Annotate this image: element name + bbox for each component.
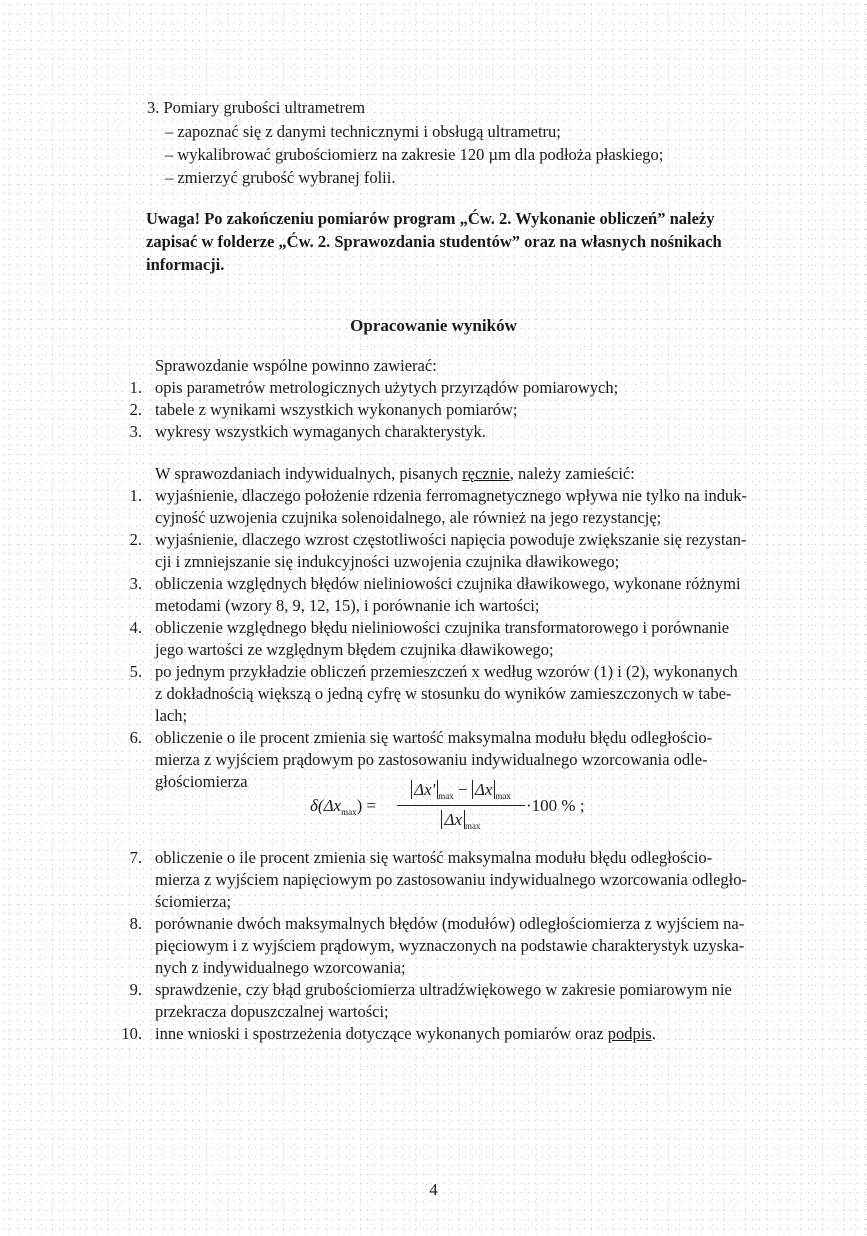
formula-subscript: max <box>341 807 357 817</box>
formula-relative-error-change <box>310 778 630 838</box>
list-item-line: porównanie dwóch maksymalnych błędów (modułów) odległościomierza z wyjściem na- <box>155 914 745 933</box>
formula-subscript: max <box>495 791 511 801</box>
list-number: 2. <box>129 400 142 419</box>
list-item-line <box>155 1024 656 1044</box>
list-item-line: mierza z wyjściem napięciowym po zastosowaniu indywidualnego wzorcowania odległo- <box>155 870 747 889</box>
list-item-line: z dokładnością większą o jedną cyfrę w stosunku do wyników zamieszczonych w tabe- <box>155 684 732 703</box>
formula-abs-term: Δx <box>441 810 465 829</box>
list-number: 2. <box>129 530 142 549</box>
list-number: 5. <box>129 662 142 681</box>
list-item: tabele z wynikami wszystkich wykonanych pomiarów; <box>155 400 518 419</box>
list-item-line: sprawdzenie, czy błąd grubościomierza ultradźwiękowego w zakresie pomiarowym nie <box>155 980 732 999</box>
common-report-intro: Sprawozdanie wspólne powinno zawierać: <box>155 356 437 375</box>
formula-lhs <box>310 796 376 817</box>
list-item-line: jego wartości ze względnym błędem czujnika dławikowego; <box>155 640 554 659</box>
list-item-line: po jednym przykładzie obliczeń przemieszczeń x według wzorów (1) i (2), wykonanych <box>155 662 738 681</box>
list-number: 1. <box>129 378 142 397</box>
list-item-line: cji i zmniejszanie się indukcyjności uzwojenia czujnika dławikowego; <box>155 552 620 571</box>
list-item-line: wyjaśnienie, dlaczego położenie rdzenia ferromagnetycznego wpływa nie tylko na induk- <box>155 486 747 505</box>
formula-denominator <box>397 810 525 831</box>
list-item-line: pięciowym i z wyjściem prądowym, wyznaczonych na podstawie charakterystyk uzyska- <box>155 936 745 955</box>
formula-subscript: max <box>438 791 454 801</box>
individual-report-intro <box>155 464 635 484</box>
fraction-bar <box>397 805 525 806</box>
list-number: 3. <box>129 574 142 593</box>
section-heading: Opracowanie wyników <box>350 316 517 335</box>
note-line: zapisać w folderze „Ćw. 2. Sprawozdania studentów” oraz na własnych nośnikach <box>146 232 722 251</box>
formula-minus: − <box>453 780 472 799</box>
list-number: 1. <box>129 486 142 505</box>
list-number: 4. <box>129 618 142 637</box>
formula-lhs-symbol: δ(Δx <box>310 796 342 815</box>
intro-text: W sprawozdaniach indywidualnych, pisanych <box>155 464 463 483</box>
list-item-text: inne wnioski i spostrzeżenia dotyczące wykonanych pomiarów oraz <box>155 1024 608 1043</box>
list-item-line: obliczenie o ile procent zmienia się wartość maksymalna modułu błędu odległościo- <box>155 728 713 747</box>
list-number: 6. <box>129 728 142 747</box>
section-3-bullet: – zapoznać się z danymi technicznymi i obsługą ultrametru; <box>165 122 561 141</box>
page-number: 4 <box>429 1180 438 1199</box>
list-item-line: wyjaśnienie, dlaczego wzrost częstotliwości napięcia powoduje zwiększanie się rezystan- <box>155 530 747 549</box>
formula-abs-term: Δx <box>472 780 496 799</box>
list-item-line: lach; <box>155 706 188 725</box>
list-item-line: cyjność uzwojenia czujnika solenoidalnego, ale również na jego rezystancję; <box>155 508 662 527</box>
list-item-line: ściomierza; <box>155 892 232 911</box>
list-item-line: obliczenie względnego błędu nieliniowości czujnika transformatorowego i porównanie <box>155 618 730 637</box>
note-line: informacji. <box>146 255 225 274</box>
list-item-line: nych z indywidualnego wzorcowania; <box>155 958 406 977</box>
list-number: 10. <box>121 1024 142 1043</box>
note-line <box>146 209 806 229</box>
intro-underlined: ręcznie <box>462 464 510 483</box>
list-item-line: mierza z wyjściem prądowym po zastosowaniu indywidualnego wzorcowania odle- <box>155 750 708 769</box>
list-number: 8. <box>129 914 142 933</box>
list-number: 7. <box>129 848 142 867</box>
list-item-line: obliczenia względnych błędów nieliniowości czujnika dławikowego, wykonane różnymi <box>155 574 741 593</box>
list-item: opis parametrów metrologicznych użytych przyrządów pomiarowych; <box>155 378 619 397</box>
formula-abs-term: Δx' <box>411 780 438 799</box>
list-item-text: . <box>651 1024 656 1043</box>
intro-text: , należy zamieścić: <box>509 464 635 483</box>
formula-lhs-close: ) = <box>356 796 377 815</box>
list-item: wykresy wszystkich wymaganych charakterystyk. <box>155 422 486 441</box>
formula-numerator <box>397 780 525 801</box>
section-3-bullet: – wykalibrować grubościomierz na zakresie 120 µm dla podłoża płaskiego; <box>165 145 664 164</box>
list-number: 3. <box>129 422 142 441</box>
formula-rhs: ·100 % ; <box>526 796 585 815</box>
list-number: 9. <box>129 980 142 999</box>
signature-underlined: podpis <box>607 1024 652 1043</box>
list-item-line: głościomierza <box>155 772 248 791</box>
note-text: Uwaga! Po zakończeniu pomiarów program „Ćw. 2. Wykonanie obliczeń” należy <box>146 209 715 228</box>
section-3-title: 3. Pomiary grubości ultrametrem <box>147 98 366 117</box>
list-item-line: metodami (wzory 8, 9, 12, 15), i porównanie ich wartości; <box>155 596 540 615</box>
list-item-line: przekracza dopuszczalnej wartości; <box>155 1002 389 1021</box>
list-item-line: obliczenie o ile procent zmienia się wartość maksymalna modułu błędu odległościo- <box>155 848 713 867</box>
formula-subscript: max <box>465 821 481 831</box>
section-3-bullet: – zmierzyć grubość wybranej folii. <box>165 168 396 187</box>
